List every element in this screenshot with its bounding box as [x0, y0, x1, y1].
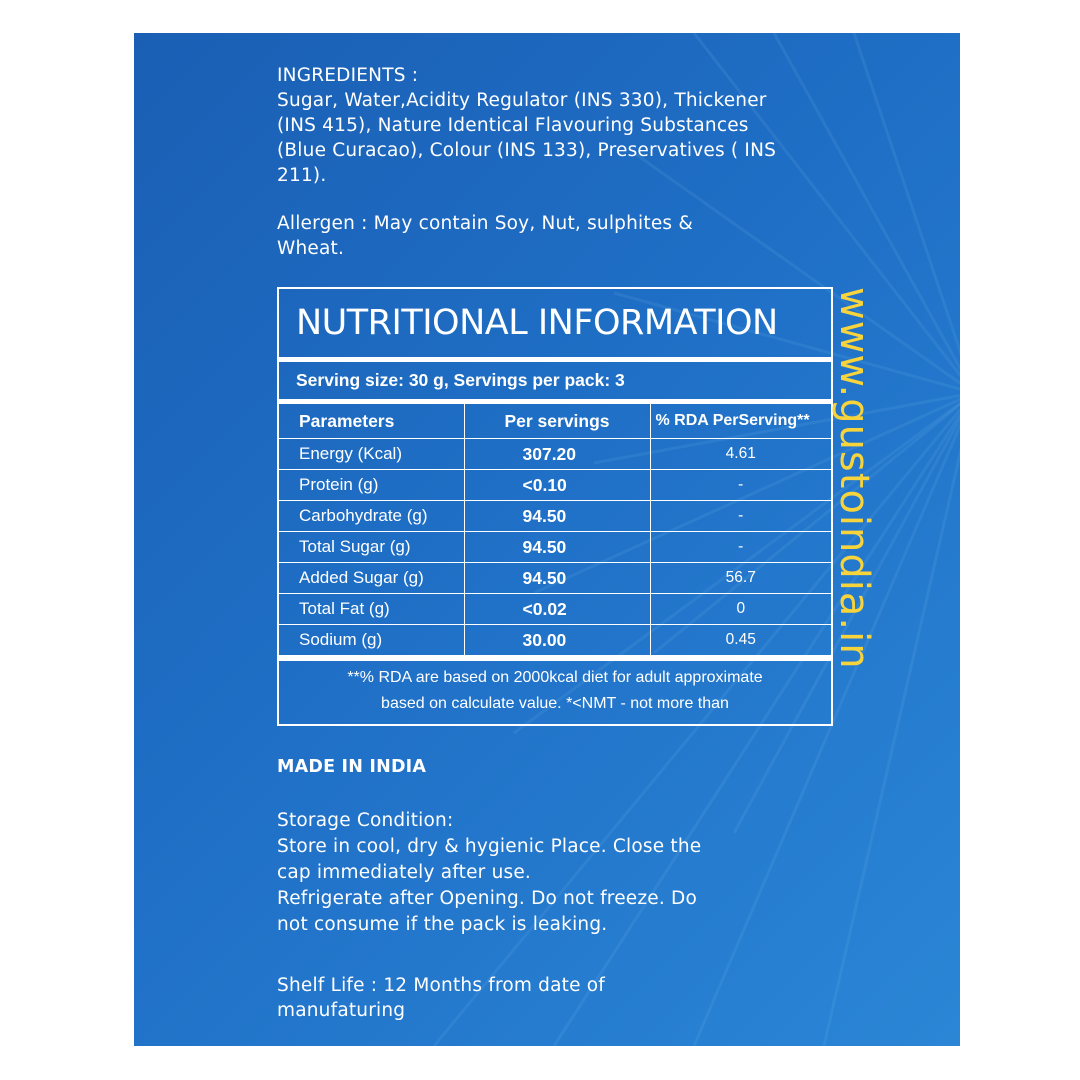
rda-footnote: [279, 656, 831, 717]
param-cell: Sodium (g): [279, 625, 464, 656]
value-cell: <0.10: [464, 470, 650, 501]
value-cell: 94.50: [464, 501, 650, 532]
shelf-life-line: manufaturing: [277, 1000, 406, 1021]
header-per-servings: Per servings: [464, 404, 650, 439]
rda-cell: 0: [650, 594, 831, 625]
table-row: [279, 625, 831, 656]
footnote-line: based on calculate value. *<NMT - not more than: [381, 695, 729, 712]
ingredients-section: [277, 63, 776, 188]
rda-cell: -: [650, 501, 831, 532]
table-header-row: [279, 404, 831, 439]
value-cell: 307.20: [464, 439, 650, 470]
param-cell: Total Fat (g): [279, 594, 464, 625]
value-cell: 30.00: [464, 625, 650, 656]
table-row: [279, 532, 831, 563]
table-row: [279, 594, 831, 625]
header-rda: % RDA PerServing**: [650, 404, 831, 439]
storage-line: Refrigerate after Opening. Do not freeze. Do: [277, 888, 697, 909]
param-cell: Carbohydrate (g): [279, 501, 464, 532]
ingredients-line: 211).: [277, 165, 327, 186]
ingredients-line: (INS 415), Nature Identical Flavouring Substances: [277, 115, 749, 136]
origin-label: MADE IN INDIA: [277, 757, 427, 777]
table-row: [279, 470, 831, 501]
param-cell: Total Sugar (g): [279, 532, 464, 563]
ingredients-line: Sugar, Water,Acidity Regulator (INS 330), Thickener: [277, 90, 767, 111]
header-parameters: Parameters: [279, 404, 464, 439]
storage-heading: Storage Condition:: [277, 810, 454, 831]
serving-size: Serving size: 30 g, Servings per pack: 3: [279, 362, 831, 404]
nutrition-table: [279, 404, 831, 656]
param-cell: Energy (Kcal): [279, 439, 464, 470]
rda-cell: 56.7: [650, 563, 831, 594]
storage-section: [277, 808, 701, 938]
shelf-life-section: [277, 973, 605, 1023]
rda-cell: -: [650, 470, 831, 501]
table-row: [279, 439, 831, 470]
footnote-line: **% RDA are based on 2000kcal diet for adult approximate: [347, 669, 763, 686]
shelf-life-line: Shelf Life : 12 Months from date of: [277, 975, 606, 996]
allergen-line: Allergen : May contain Soy, Nut, sulphites &: [277, 213, 693, 234]
label-panel: [134, 33, 960, 1046]
nutrition-table-box: [277, 287, 833, 726]
ingredients-line: (Blue Curacao), Colour (INS 133), Preservatives ( INS: [277, 140, 777, 161]
table-row: [279, 501, 831, 532]
rda-cell: -: [650, 532, 831, 563]
storage-line: not consume if the pack is leaking.: [277, 914, 608, 935]
storage-line: Store in cool, dry & hygienic Place. Close the: [277, 836, 702, 857]
param-cell: Added Sugar (g): [279, 563, 464, 594]
param-cell: Protein (g): [279, 470, 464, 501]
nutrition-title: NUTRITIONAL INFORMATION: [279, 289, 831, 362]
storage-line: cap immediately after use.: [277, 862, 531, 883]
value-cell: 94.50: [464, 532, 650, 563]
value-cell: 94.50: [464, 563, 650, 594]
rda-cell: 4.61: [650, 439, 831, 470]
rda-cell: 0.45: [650, 625, 831, 656]
allergen-line: Wheat.: [277, 238, 345, 259]
allergen-section: [277, 211, 693, 261]
ingredients-heading: INGREDIENTS :: [277, 65, 419, 86]
website-url: www.gustoindia.in: [831, 287, 877, 670]
value-cell: <0.02: [464, 594, 650, 625]
table-row: [279, 563, 831, 594]
